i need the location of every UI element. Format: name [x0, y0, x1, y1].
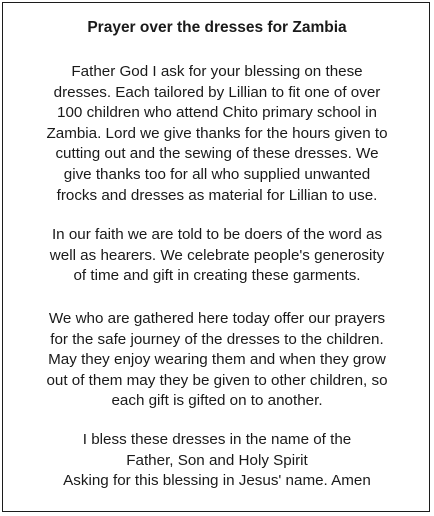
paragraph-line: cutting out and the sewing of these dresses. We [55, 145, 379, 163]
paragraph-closing [0, 430, 434, 492]
paragraph-line: Father God I ask for your blessing on these [71, 63, 363, 80]
paragraph-line: Asking for this blessing in Jesus' name. Amen [63, 472, 371, 490]
paragraph-faith [0, 225, 434, 287]
paragraph-line: Father, Son and Holy Spirit [126, 451, 308, 469]
paragraph-line: I bless these dresses in the name of the [82, 431, 352, 448]
paragraph-line: for the safe journey of the dresses to the children. [50, 330, 384, 348]
paragraph-line: well as hearers. We celebrate people's generosity [49, 246, 385, 264]
paragraph-line: of time and gift in creating these garments. [73, 267, 361, 285]
paragraph-journey [0, 309, 434, 412]
paragraph-line: In our faith we are told to be doers of the word as [51, 226, 383, 243]
paragraph-line: each gift is gifted on to another. [111, 392, 323, 410]
document-title: Prayer over the dresses for Zambia [87, 19, 347, 36]
paragraph-line: give thanks too for all who supplied unwanted [63, 165, 371, 183]
paragraph-line: 100 children who attend Chito primary school in [57, 104, 377, 122]
paragraph-line: We who are gathered here today offer our prayers [48, 310, 386, 327]
paragraph-line: out of them may they be given to other children, so [46, 371, 388, 389]
paragraph-blessing [0, 62, 434, 206]
paragraph-line: frocks and dresses as material for Lillian to use. [56, 186, 378, 204]
paragraph-line: May they enjoy wearing them and when they grow [48, 351, 386, 369]
paragraph-line: dresses. Each tailored by Lillian to fit one of over [53, 83, 381, 101]
paragraph-line: Zambia. Lord we give thanks for the hours given to [46, 124, 388, 142]
